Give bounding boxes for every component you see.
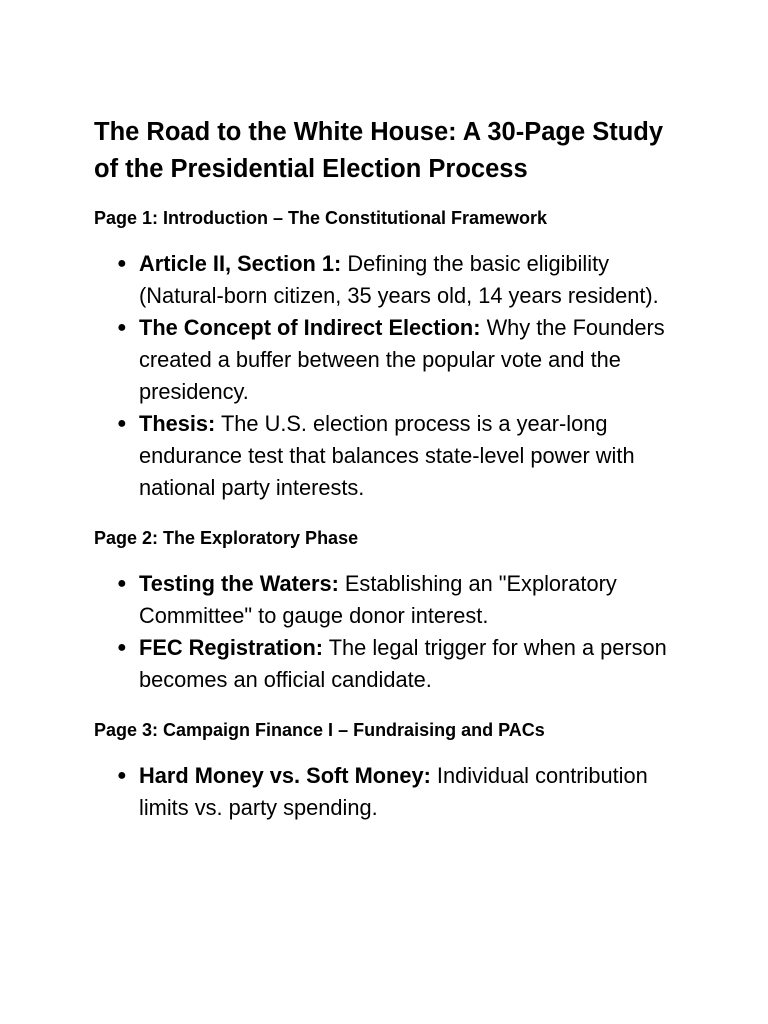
section-page-1 bbox=[94, 206, 708, 504]
bullet-list bbox=[94, 568, 708, 696]
list-item bbox=[94, 248, 684, 312]
section-page-3 bbox=[94, 718, 708, 824]
bullet-icon: ● bbox=[117, 639, 127, 656]
bullet-icon: ● bbox=[117, 575, 127, 592]
item-text: Individual contribution limits vs. party spending. bbox=[139, 763, 648, 820]
section-heading: Page 2: The Exploratory Phase bbox=[94, 528, 359, 548]
list-item bbox=[94, 408, 684, 504]
document-title: The Road to the White House: A 30-Page Study of the Presidential Election Process bbox=[94, 118, 664, 183]
section-page-2 bbox=[94, 526, 708, 696]
bullet-icon: ● bbox=[117, 255, 127, 272]
item-label: The Concept of Indirect Election: bbox=[139, 315, 481, 340]
bullet-list bbox=[94, 760, 708, 824]
item-text: The legal trigger for when a person becomes an official candidate. bbox=[139, 635, 667, 692]
bullet-icon: ● bbox=[117, 415, 127, 432]
item-label: Article II, Section 1: bbox=[139, 251, 342, 276]
item-label: Testing the Waters: bbox=[139, 571, 339, 596]
list-item bbox=[94, 632, 684, 696]
item-label: Thesis: bbox=[139, 411, 216, 436]
item-label: Hard Money vs. Soft Money: bbox=[139, 763, 431, 788]
item-text: Why the Founders created a buffer between the popular vote and the presidency. bbox=[139, 315, 665, 404]
item-text: Establishing an "Exploratory Committee" to gauge donor interest. bbox=[139, 571, 617, 628]
item-label: FEC Registration: bbox=[139, 635, 324, 660]
bullet-icon: ● bbox=[117, 319, 127, 336]
item-text: Defining the basic eligibility (Natural-born citizen, 35 years old, 14 years resident). bbox=[139, 251, 659, 308]
list-item bbox=[94, 312, 684, 408]
item-text: The U.S. election process is a year-long endurance test that balances state-level power with national party interests. bbox=[139, 411, 635, 500]
bullet-list bbox=[94, 248, 708, 504]
section-heading: Page 1: Introduction – The Constitutional Framework bbox=[94, 208, 548, 228]
bullet-icon: ● bbox=[117, 767, 127, 784]
section-heading: Page 3: Campaign Finance I – Fundraising and PACs bbox=[94, 720, 545, 740]
list-item bbox=[94, 568, 684, 632]
list-item bbox=[94, 760, 684, 824]
